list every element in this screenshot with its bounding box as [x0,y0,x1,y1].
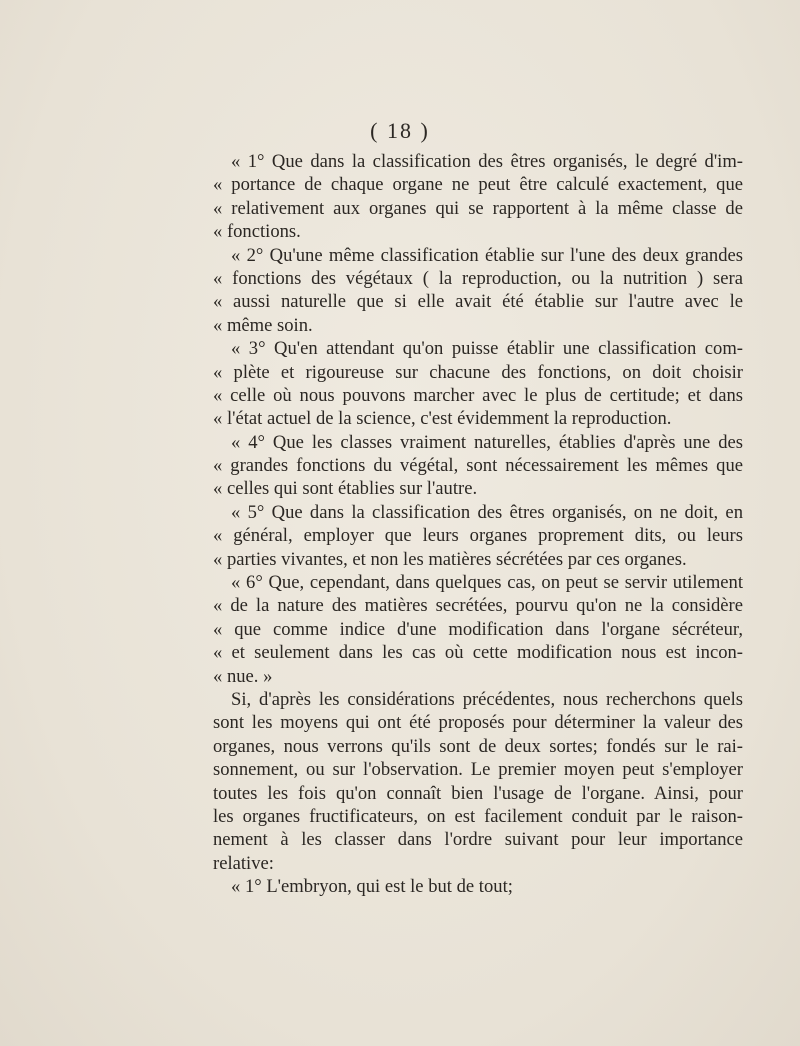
text-line: toutes les fois qu'on connaît bien l'usage de l'organe. Ainsi, pour [213,782,743,804]
text-line: « relativement aux organes qui se rapportent à la même classe de [213,197,743,219]
text-line: « fonctions. [213,221,301,243]
page-body-text [213,150,743,899]
text-line: « parties vivantes, et non les matières sécrétées par ces organes. [213,548,687,570]
text-line: organes, nous verrons qu'ils sont de deux sortes; fondés sur le rai- [213,735,743,757]
text-line: sonnement, ou sur l'observation. Le premier moyen peut s'employer [213,759,743,781]
text-line: « et seulement dans les cas où cette modification nous est incon- [213,642,743,664]
text-line: les organes fructificateurs, on est facilement conduit par le raison- [213,805,743,827]
text-line: « 4° Que les classes vraiment naturelles, établies d'après une des [231,431,743,453]
text-line: « celles qui sont établies sur l'autre. [213,478,478,500]
text-line: « que comme indice d'une modification dans l'organe sécréteur, [213,618,743,640]
text-line: « grandes fonctions du végétal, sont nécessairement les mêmes que [213,455,743,477]
text-line: nement à les classer dans l'ordre suivant pour leur importance [213,829,743,851]
text-line: relative: [213,852,274,874]
text-line: « 5° Que dans la classification des êtres organisés, on ne doit, en [231,501,743,523]
text-line: « celle où nous pouvons marcher avec le plus de certitude; et dans [213,384,743,406]
text-line: « 1° L'embryon, qui est le but de tout; [231,876,513,898]
text-line: « fonctions des végétaux ( la reproduction, ou la nutrition ) sera [213,267,743,289]
text-line: Si, d'après les considérations précédentes, nous recherchons quels [231,688,743,710]
text-line: « aussi naturelle que si elle avait été établie sur l'autre avec le [213,291,743,313]
text-line: « général, employer que leurs organes proprement dits, ou leurs [213,525,743,547]
text-line: « 2° Qu'une même classification établie sur l'une des deux grandes [231,244,743,266]
page-number: ( 18 ) [370,118,430,143]
text-line: « 3° Qu'en attendant qu'on puisse établir une classification com- [231,338,743,360]
text-line: sont les moyens qui ont été proposés pour déterminer la valeur des [213,712,743,734]
text-line: « 6° Que, cependant, dans quelques cas, on peut se servir utilement [231,572,743,594]
text-line: « l'état actuel de la science, c'est évidemment la reproduction. [213,408,672,430]
text-line: « de la nature des matières secrétées, pourvu qu'on ne la considère [213,595,743,617]
text-line: « nue. » [213,665,273,687]
text-line: « plète et rigoureuse sur chacune des fonctions, on doit choisir [213,361,743,383]
text-line: « 1° Que dans la classification des êtres organisés, le degré d'im- [231,151,743,172]
text-line: « même soin. [213,314,313,336]
text-line: « portance de chaque organe ne peut être calculé exactement, que [213,174,743,196]
